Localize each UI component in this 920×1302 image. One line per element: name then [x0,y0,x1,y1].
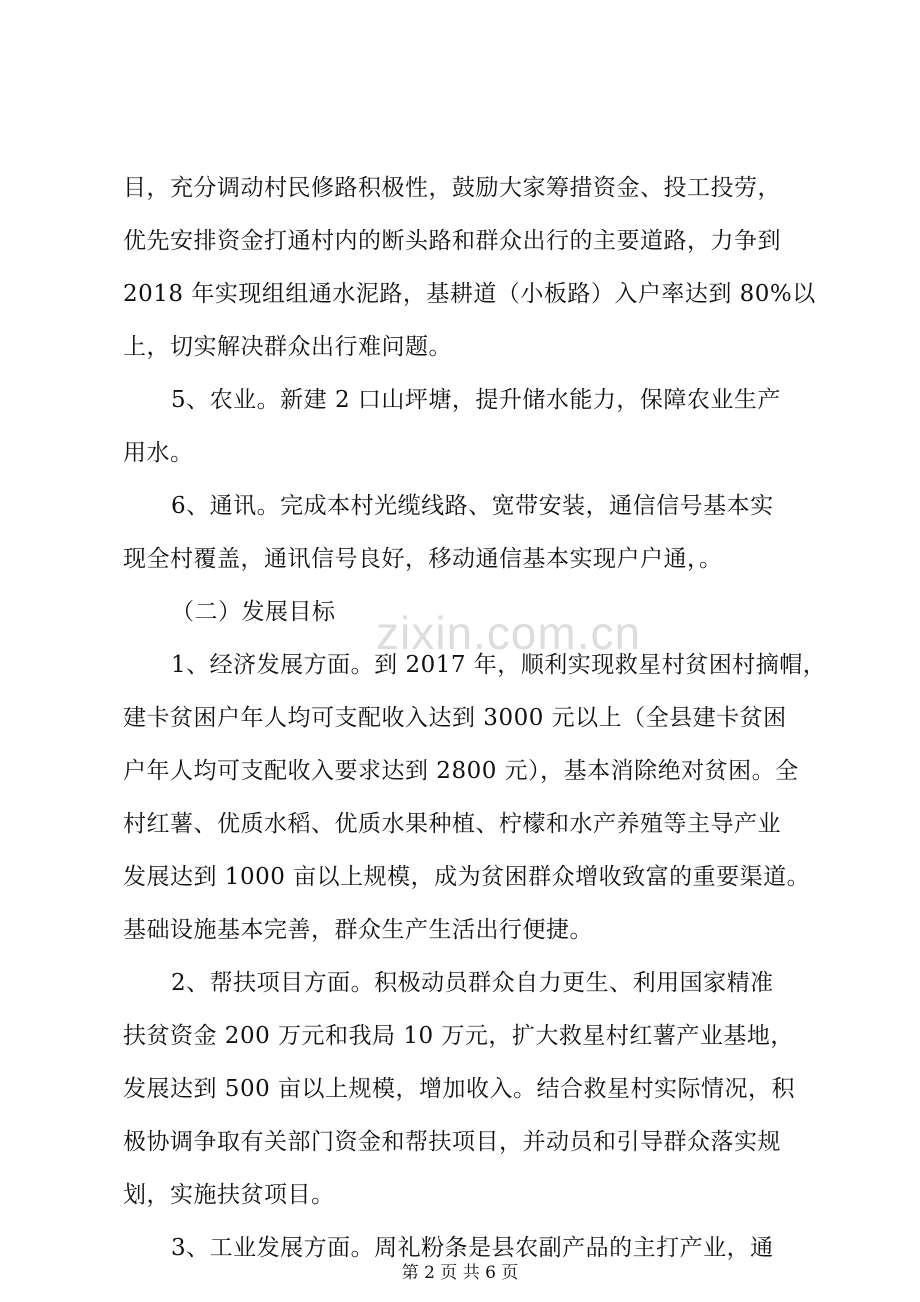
body-line-3: 2018 年实现组组通水泥路，基耕道（小板路）入户率达到 80%以 [123,281,816,307]
watermark: zixin.com.cn [376,607,642,659]
body-line-2: 优先安排资金打通村内的断头路和群众出行的主要道路，力争到 [123,228,781,254]
body-line-16: 2、帮扶项目方面。积极动员群众自力更生、利用国家精准 [171,970,774,996]
body-line-21: 3、工业发展方面。周礼粉条是县农副产品的主打产业，通 [171,1235,774,1261]
body-line-4: 上，切实解决群众出行难问题。 [123,334,452,360]
body-line-19: 极协调争取有关部门资金和帮扶项目，并动员和引导群众落实规 [123,1129,781,1155]
body-line-6: 用水。 [123,440,194,466]
body-line-15: 基础设施基本完善，群众生产生活出行便捷。 [123,917,593,943]
body-line-8: 现全村覆盖，通讯信号良好，移动通信基本实现户户通，。 [123,546,723,572]
body-line-13: 村红薯、优质水稻、优质水果种植、柠檬和水产养殖等主导产业 [123,811,781,837]
body-line-5: 5、农业。新建 2 口山坪塘，提升储水能力，保障农业生产 [171,387,781,413]
body-line-17: 扶贫资金 200 万元和我局 10 万元，扩大救星村红薯产业基地， [123,1023,794,1049]
body-line-20: 划，实施扶贫项目。 [123,1182,335,1208]
section-heading: （二）发展目标 [171,599,336,625]
body-line-1: 目，充分调动村民修路积极性，鼓励大家筹措资金、投工投劳， [123,175,781,201]
body-line-10: 1、经济发展方面。到 2017 年，顺利实现救星村贫困村摘帽， [171,652,827,678]
page-footer: 第 2 页 共 6 页 [401,1263,519,1283]
body-line-12: 户年人均可支配收入要求达到 2800 元），基本消除绝对贫困。全 [123,758,799,784]
body-line-11: 建卡贫困户年人均可支配收入达到 3000 元以上（全县建卡贫困 [123,705,787,731]
body-line-7: 6、通讯。完成本村光缆线路、宽带安装，通信信号基本实 [171,493,774,519]
body-line-18: 发展达到 500 亩以上规模，增加收入。结合救星村实际情况，积 [123,1076,796,1102]
body-line-14: 发展达到 1000 亩以上规模，成为贫困群众增收致富的重要渠道。 [123,864,811,890]
